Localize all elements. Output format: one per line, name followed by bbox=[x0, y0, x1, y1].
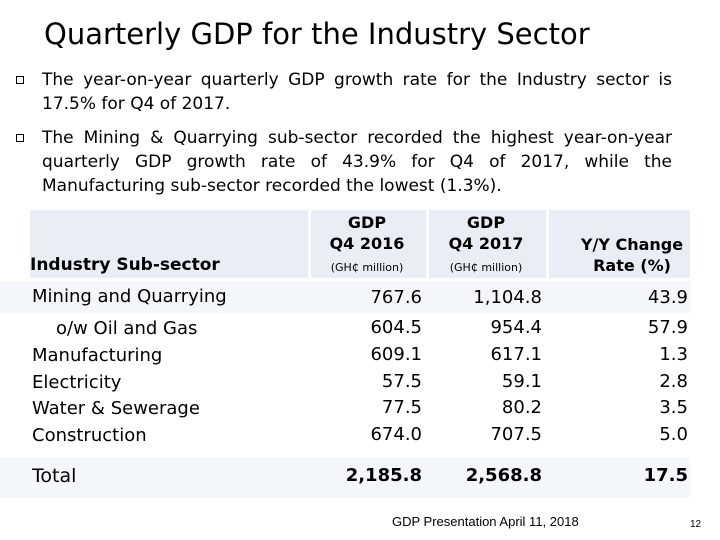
row-q4-2016: 57.5 bbox=[381, 371, 422, 392]
header-industry-subsector: Industry Sub-sector bbox=[30, 255, 220, 275]
total-label: Total bbox=[32, 465, 77, 487]
row-q4-2017: 954.4 bbox=[490, 317, 542, 338]
row-change: 43.9 bbox=[647, 287, 688, 308]
header-yy-change: Y/Y Change Rate (%) bbox=[580, 235, 684, 275]
row-change: 5.0 bbox=[659, 424, 688, 445]
total-q4-2016: 2,185.8 bbox=[345, 465, 422, 486]
row-q4-2016: 674.0 bbox=[370, 424, 422, 445]
row-name: Mining and Quarrying bbox=[32, 286, 227, 307]
total-change: 17.5 bbox=[643, 465, 688, 486]
row-change: 1.3 bbox=[659, 344, 688, 365]
bullet-2: The Mining & Quarrying sub-sector recorded the highest year-on-year quarterly GDP growth rate of 43.9% for Q4 of 2017, while the Manufacturing sub-sector recorded the lowest (1.3%). bbox=[42, 128, 672, 196]
header-unit-q4-2016: (GH₵ million) bbox=[330, 261, 404, 274]
header-unit-q4-2017: (GH₵ million) bbox=[449, 261, 523, 274]
row-q4-2016: 767.6 bbox=[370, 287, 422, 308]
bullet-1: The year-on-year quarterly GDP growth rate for the Industry sector is 17.5% for Q4 of 2017. bbox=[42, 70, 672, 114]
slide-footer: GDP Presentation April 11, 2018 bbox=[392, 514, 579, 529]
row-q4-2017: 59.1 bbox=[501, 371, 542, 392]
header-gdp-q4-2017: GDP Q4 2017 bbox=[448, 213, 524, 253]
row-change: 3.5 bbox=[659, 397, 688, 418]
total-q4-2017: 2,568.8 bbox=[465, 465, 542, 486]
row-name: Water & Sewerage bbox=[32, 398, 200, 419]
header-divider bbox=[546, 210, 549, 278]
row-q4-2017: 1,104.8 bbox=[473, 287, 542, 308]
row-q4-2017: 707.5 bbox=[490, 424, 542, 445]
row-change: 57.9 bbox=[647, 317, 688, 338]
row-q4-2016: 604.5 bbox=[370, 317, 422, 338]
row-q4-2016: 77.5 bbox=[381, 397, 422, 418]
slide-title: Quarterly GDP for the Industry Sector bbox=[44, 17, 590, 51]
row-change: 2.8 bbox=[659, 371, 688, 392]
row-q4-2016: 609.1 bbox=[370, 344, 422, 365]
row-name: Electricity bbox=[32, 372, 122, 393]
row-name: o/w Oil and Gas bbox=[56, 318, 198, 339]
row-q4-2017: 617.1 bbox=[490, 344, 542, 365]
header-gdp-q4-2016: GDP Q4 2016 bbox=[329, 213, 405, 253]
row-name: Manufacturing bbox=[32, 345, 163, 366]
row-q4-2017: 80.2 bbox=[501, 397, 542, 418]
page-number: 12 bbox=[690, 519, 702, 530]
row-name: Construction bbox=[32, 425, 147, 446]
